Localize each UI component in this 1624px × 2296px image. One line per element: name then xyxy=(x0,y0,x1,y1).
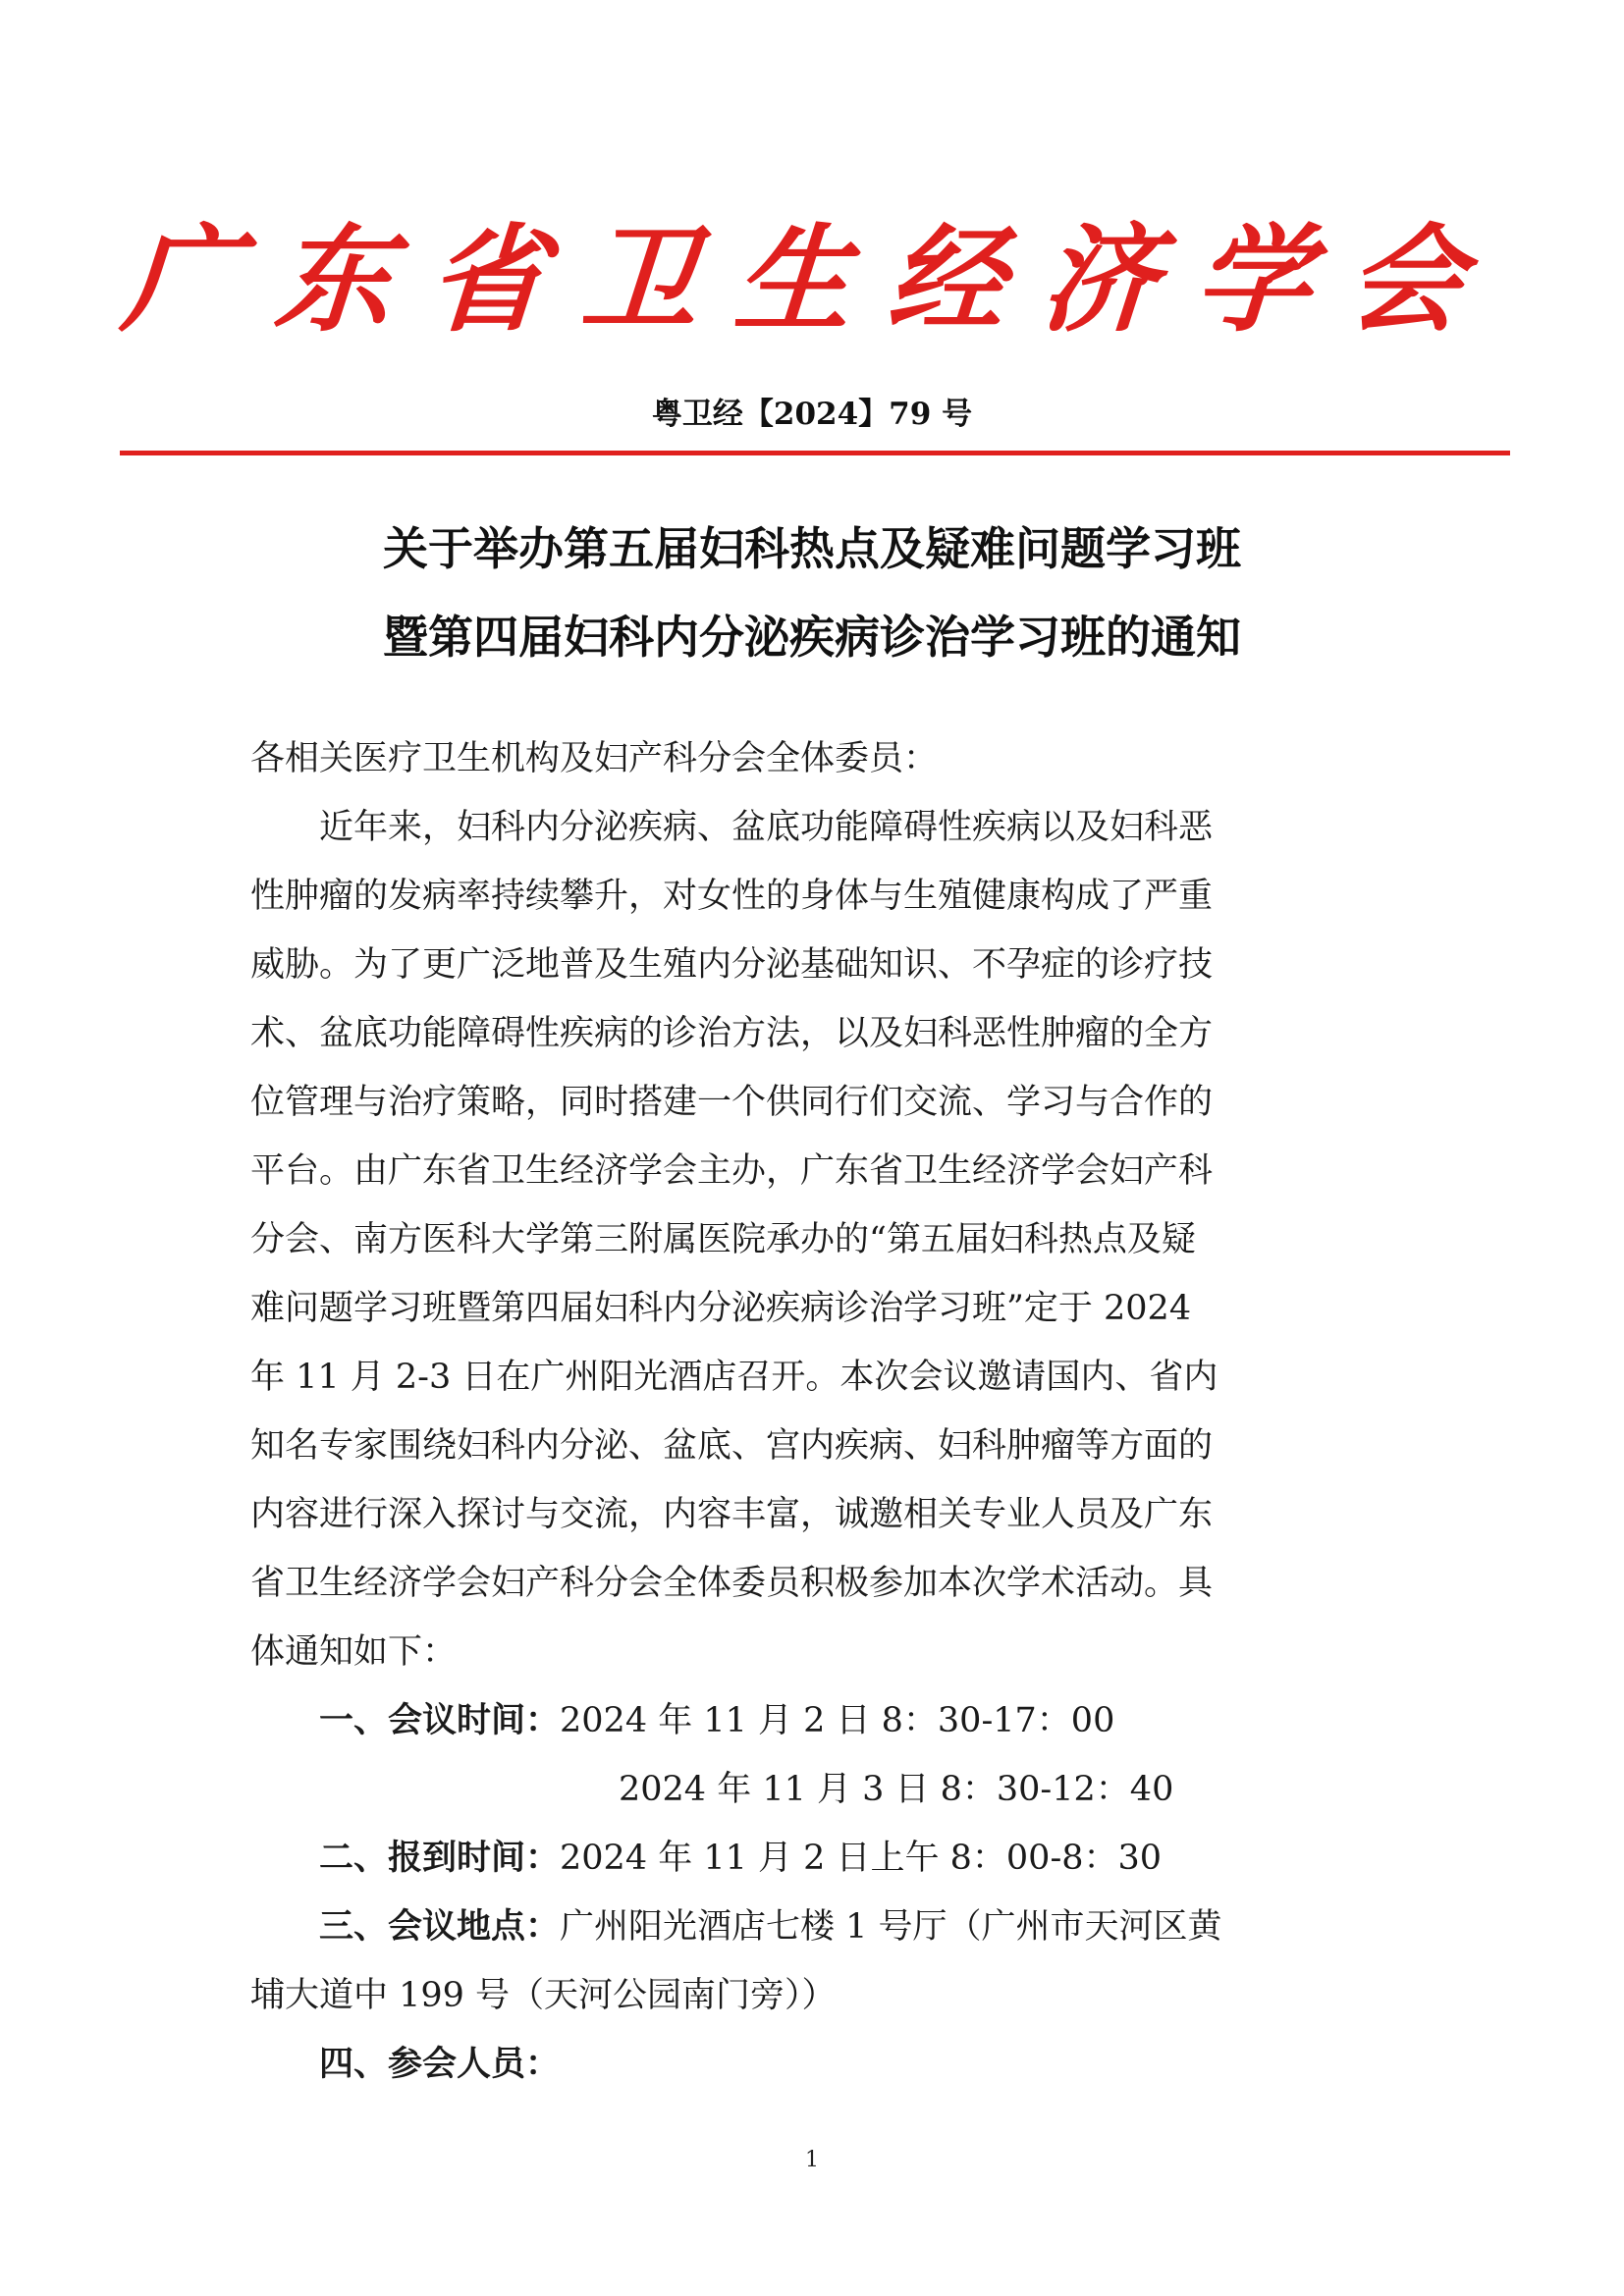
section-attendees xyxy=(250,2030,560,2099)
body-line: 性肿瘤的发病率持续攀升，对女性的身体与生殖健康构成了严重 xyxy=(250,877,1214,916)
body-line: 威胁。为了更广泛地普及生殖内分泌基础知识、不孕症的诊疗技 xyxy=(250,945,1214,985)
section-value: 2024 年 11 月 2 日 8：30-17：00 xyxy=(560,1701,1115,1740)
section-label: 四、参会人员： xyxy=(250,2044,561,2084)
body-line: 平台。由广东省卫生经济学会主办，广东省卫生经济学会妇产科 xyxy=(250,1151,1214,1191)
notice-title-line-2: 暨第四届妇科内分泌疾病诊治学习班的通知 xyxy=(383,611,1241,664)
body-line: 分会、南方医科大学第三附属医院承办的“第五届妇科热点及疑 xyxy=(250,1220,1196,1259)
body-line: 近年来，妇科内分泌疾病、盆底功能障碍性疾病以及妇科恶 xyxy=(250,808,1214,847)
section-label: 二、报到时间： xyxy=(250,1838,561,1878)
section-value: 2024 年 11 月 2 日上午 8：00-8：30 xyxy=(560,1839,1163,1878)
body-line: 省卫生经济学会妇产科分会全体委员积极参加本次学术活动。具 xyxy=(250,1564,1214,1603)
salutation: 各相关医疗卫生机构及妇产科分会全体委员： xyxy=(250,739,939,778)
body-line: 难问题学习班暨第四届妇科内分泌疾病诊治学习班”定于 2024 xyxy=(250,1289,1192,1328)
section-meeting-time xyxy=(250,1686,1114,1755)
section-label: 三、会议地点： xyxy=(250,1906,561,1947)
body-line: 知名专家围绕妇科内分泌、盆底、宫内疾病、妇科肿瘤等方面的 xyxy=(250,1426,1214,1466)
section-meeting-time-second-day: 2024 年 11 月 3 日 8：30-12：40 xyxy=(619,1770,1174,1809)
section-registration-time xyxy=(250,1824,1162,1893)
page-number: 1 xyxy=(805,2148,819,2172)
notice-title-line-1: 关于举办第五届妇科热点及疑难问题学习班 xyxy=(383,522,1241,575)
body-line: 年 11 月 2-3 日在广州阳光酒店召开。本次会议邀请国内、省内 xyxy=(250,1358,1218,1397)
section-value: 广州阳光酒店七楼 1 号厅（广州市天河区黄 xyxy=(560,1907,1222,1947)
document-number: 粤卫经【2024】79 号 xyxy=(651,397,973,432)
section-venue-continued: 埔大道中 199 号（天河公园南门旁）） xyxy=(250,1976,837,2015)
body-line: 术、盆底功能障碍性疾病的诊治方法，以及妇科恶性肿瘤的全方 xyxy=(250,1014,1214,1053)
section-venue xyxy=(250,1893,1222,1961)
section-label: 一、会议时间： xyxy=(250,1700,561,1740)
letterhead-title: 广东省卫生经济学会 xyxy=(118,211,1506,347)
body-line: 内容进行深入探讨与交流，内容丰富，诚邀相关专业人员及广东 xyxy=(250,1495,1214,1534)
body-line: 体通知如下： xyxy=(250,1632,458,1672)
letterhead-red-rule xyxy=(120,451,1510,455)
body-line: 位管理与治疗策略，同时搭建一个供同行们交流、学习与合作的 xyxy=(250,1083,1214,1122)
